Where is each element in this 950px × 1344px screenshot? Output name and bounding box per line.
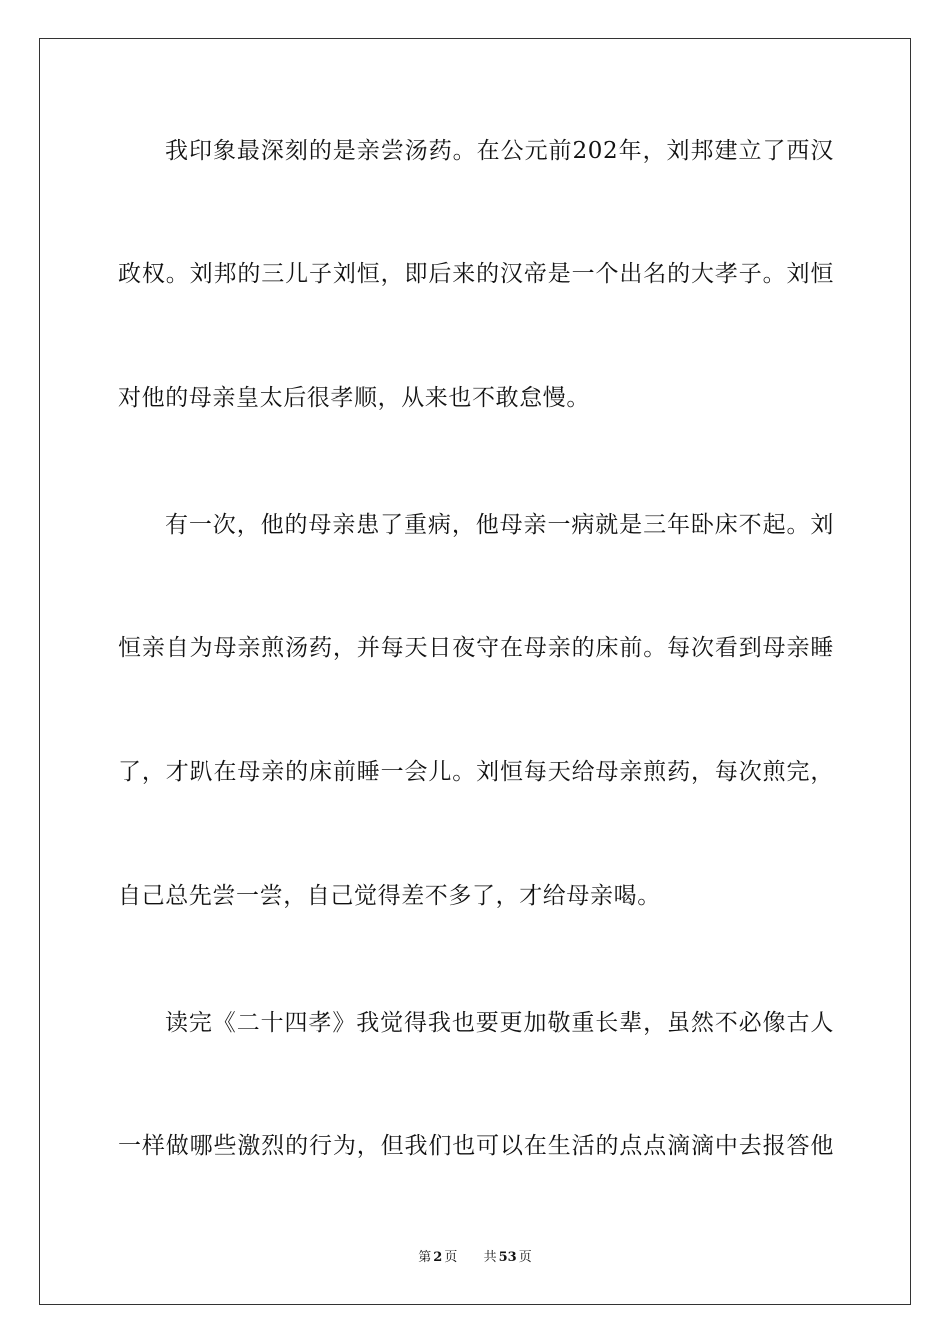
total-pages: 53: [498, 1250, 517, 1265]
paragraph-3-line-1: 读完《二十四孝》我觉得我也要更加敬重长辈，虽然不必像古人: [165, 1010, 834, 1036]
paragraph-2-line-1: 有一次，他的母亲患了重病，他母亲一病就是三年卧床不起。刘: [165, 512, 834, 538]
paragraph-2-line-3: 了，才趴在母亲的床前睡一会儿。刘恒每天给母亲煎药，每次煎完，: [118, 759, 834, 785]
paragraph-1-line-3: 对他的母亲皇太后很孝顺，从来也不敢怠慢。: [118, 385, 590, 411]
paragraph-1-line-1: 我印象最深刻的是亲尝汤药。在公元前202年，刘邦建立了西汉: [165, 138, 834, 164]
page-number: 2: [433, 1250, 443, 1265]
total-suffix: 页: [518, 1250, 532, 1265]
page-border: [39, 38, 911, 1305]
paragraph-3-line-2: 一样做哪些激烈的行为，但我们也可以在生活的点点滴滴中去报答他: [118, 1133, 834, 1159]
paragraph-1-line-2: 政权。刘邦的三儿子刘恒，即后来的汉帝是一个出名的大孝子。刘恒: [118, 261, 834, 287]
paragraph-2-line-2: 恒亲自为母亲煎汤药，并每天日夜守在母亲的床前。每次看到母亲睡: [118, 635, 834, 661]
page-footer: [0, 1246, 950, 1265]
page-suffix: 页: [444, 1250, 458, 1265]
page-prefix: 第: [418, 1250, 432, 1265]
total-prefix: 共: [483, 1250, 497, 1265]
paragraph-2-line-4: 自己总先尝一尝，自己觉得差不多了，才给母亲喝。: [118, 883, 661, 909]
